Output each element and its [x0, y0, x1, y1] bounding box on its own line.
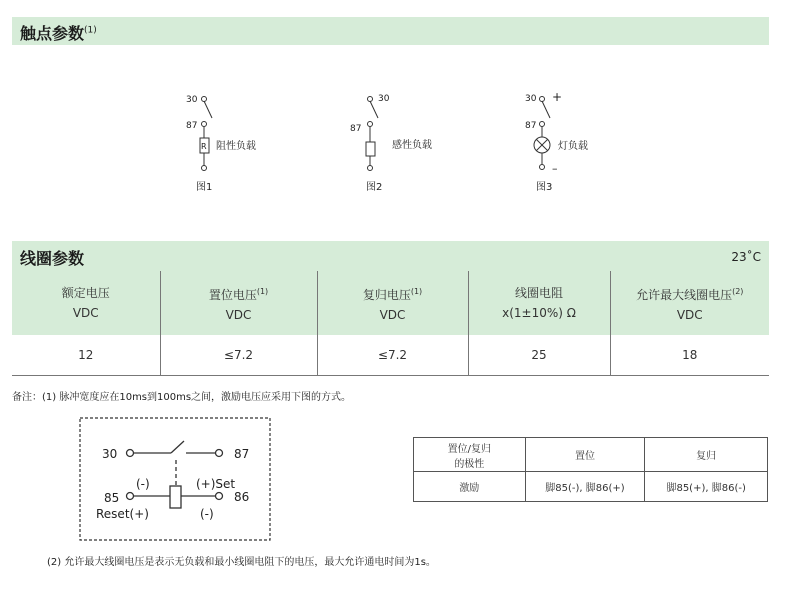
polarity-row-reset: 脚85(+), 脚86(-) — [645, 472, 768, 502]
circuit-pin85: 85 — [104, 491, 120, 505]
fig1-load-label: 阻性负载 — [216, 141, 256, 152]
header-rated-voltage: 额定电压 VDC — [12, 271, 160, 335]
polarity-row — [414, 472, 768, 502]
contact-diagrams — [0, 0, 788, 240]
fig1-pin87: 87 — [186, 121, 198, 131]
fig3-caption: 图3 — [536, 182, 553, 193]
fig1-r-mark: R — [201, 142, 207, 151]
polarity-header-reset: 复归 — [645, 438, 768, 472]
fig1-terminal-30 — [202, 97, 207, 102]
coil-table-row — [12, 335, 769, 376]
coil-params-title: 线圈参数 — [20, 249, 85, 268]
fig2-terminal-87 — [368, 122, 373, 127]
fig3-pin87: 87 — [525, 121, 537, 131]
fig3-pin30: 30 — [525, 94, 537, 104]
fig3-minus: – — [552, 162, 558, 175]
circuit-switch — [171, 441, 184, 453]
note-2: (2) 允许最大线圈电压是表示无负载和最小线圈电阻下的电压，最大允许通电时间为1s。 — [47, 557, 436, 568]
cell-rated-voltage: 12 — [12, 335, 160, 376]
fig2-terminal-30 — [368, 97, 373, 102]
circuit-reset-label: Reset(+) — [96, 507, 149, 521]
fig2-pin87: 87 — [350, 124, 362, 134]
circuit-neg-top: (-) — [136, 477, 150, 491]
coil-params-header — [12, 241, 769, 271]
fig3-plus: + — [552, 90, 563, 104]
cell-reset-voltage: ≤7.2 — [317, 335, 468, 376]
coil-params-table — [12, 271, 769, 376]
contact-params-title-text: 触点参数 — [20, 24, 85, 43]
polarity-row-label: 激励 — [414, 472, 526, 502]
polarity-header-set: 置位 — [525, 438, 645, 472]
cell-coil-resistance: 25 — [468, 335, 610, 376]
note-1: 备注：(1) 脉冲宽度应在10ms到100ms之间，激励电压应采用下图的方式。 — [12, 392, 352, 403]
polarity-header-label: 置位/复归 的极性 — [414, 438, 526, 472]
circuit-pin30: 30 — [102, 447, 118, 461]
fig2-coil — [366, 142, 375, 156]
polarity-header-row — [414, 438, 768, 472]
circuit-pin87: 87 — [234, 447, 250, 461]
fig3-load-label: 灯负载 — [558, 141, 588, 152]
coil-table-header-row — [12, 271, 769, 335]
header-reset-voltage: 复归电压$^{(1)}$ VDC — [317, 271, 468, 335]
circuit-neg-bottom: (-) — [200, 507, 214, 521]
header-max-coil-voltage: 允许最大线圈电压$^{(2)}$ VDC — [610, 271, 769, 335]
polarity-table — [413, 437, 768, 502]
polarity-row-set: 脚85(-), 脚86(+) — [525, 472, 645, 502]
contact-params-footnote: (1) — [84, 25, 97, 36]
fig3-terminal-87 — [540, 122, 545, 127]
cell-max-coil-voltage: 18 — [610, 335, 769, 376]
circuit-set-label: (+)Set — [196, 477, 236, 491]
circuit-dashed-frame — [80, 418, 270, 540]
cell-set-voltage: ≤7.2 — [160, 335, 317, 376]
circuit-coil — [170, 486, 181, 508]
circuit-pin86: 86 — [234, 490, 250, 504]
fig2-caption: 图2 — [366, 182, 383, 193]
fig3-terminal-30 — [540, 97, 545, 102]
temperature-label: 23˚C — [731, 250, 761, 264]
fig1-pin30: 30 — [186, 95, 198, 105]
fig1-terminal-87 — [202, 122, 207, 127]
header-coil-resistance: 线圈电阻 x(1±10%) Ω — [468, 271, 610, 335]
fig1-caption: 图1 — [196, 182, 213, 193]
header-set-voltage: 置位电压$^{(1)}$ VDC — [160, 271, 317, 335]
fig2-pin30: 30 — [378, 94, 390, 104]
fig2-load-label: 感性负载 — [392, 140, 432, 151]
